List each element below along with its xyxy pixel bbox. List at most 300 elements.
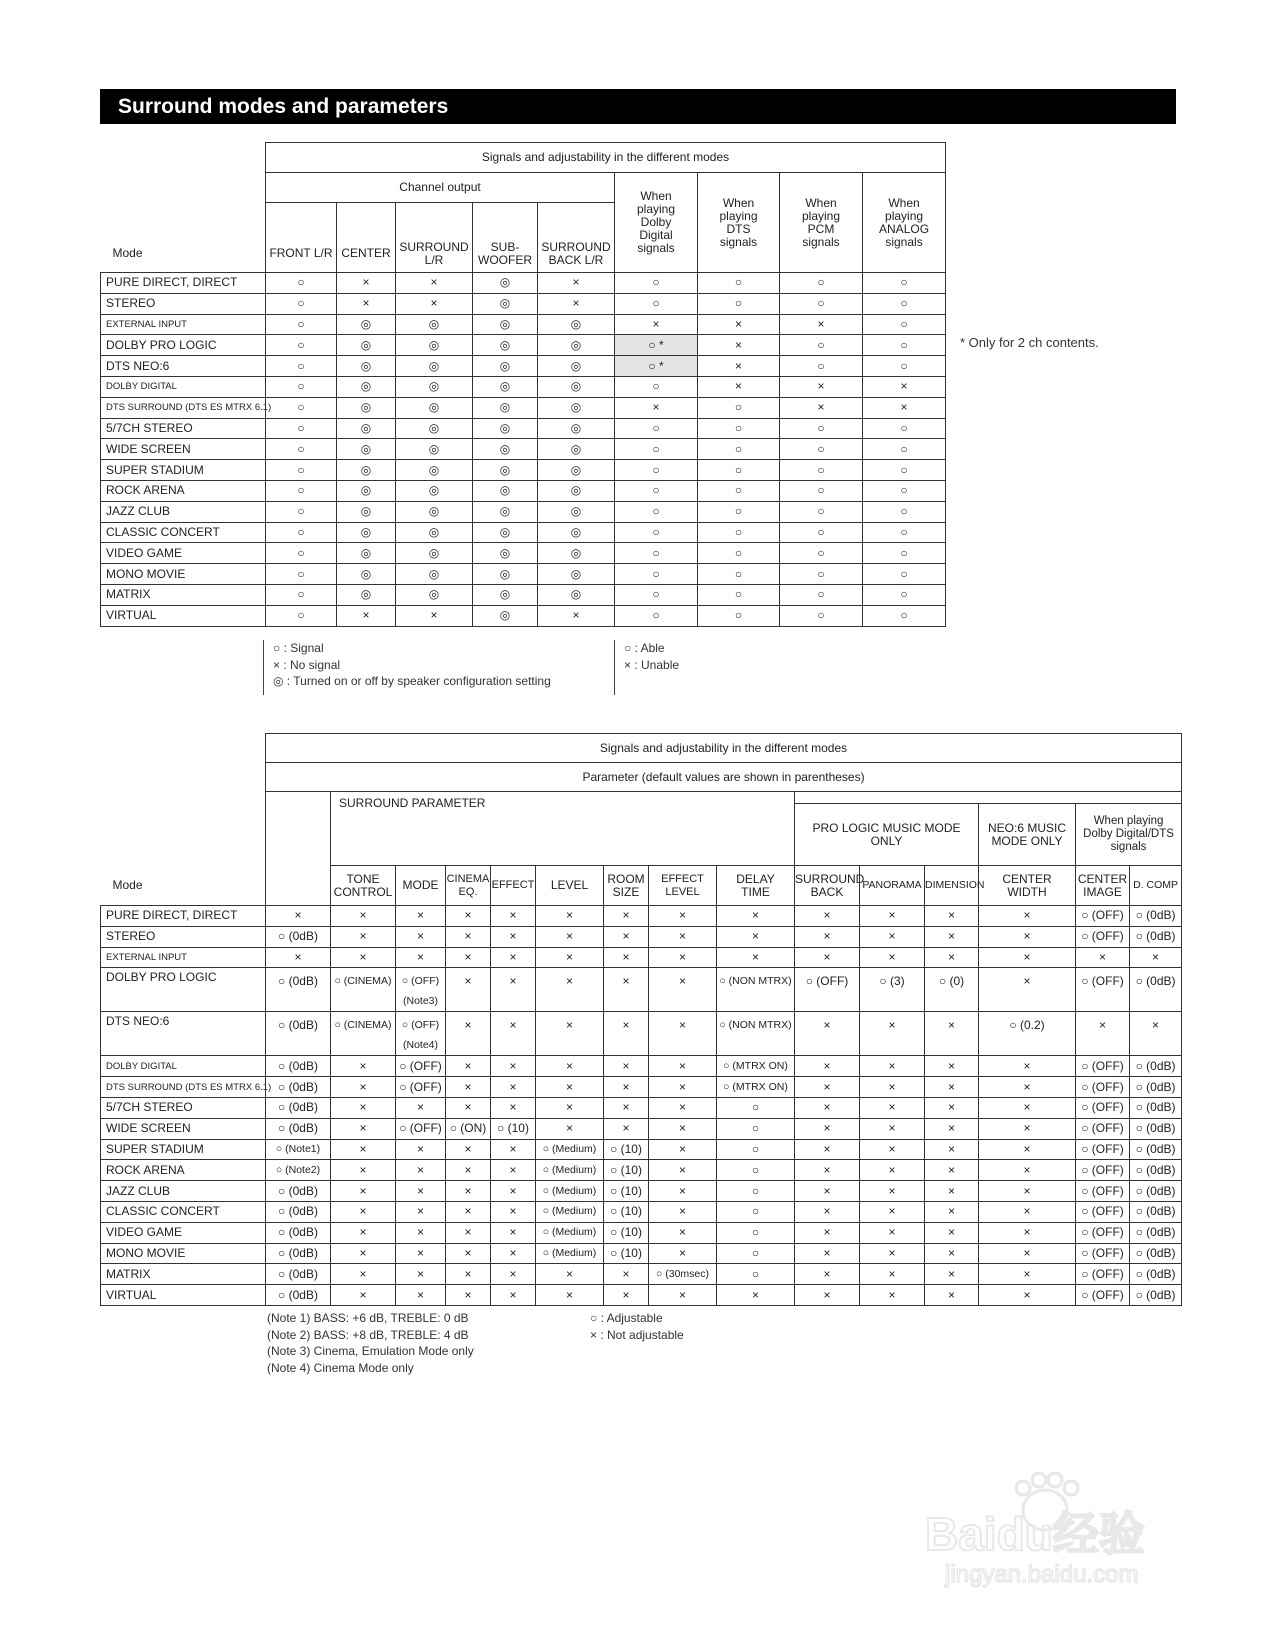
t1-cell: ◎ [396, 460, 473, 481]
t1-cell: ◎ [396, 376, 473, 397]
t2-cell: ○ (10) [604, 1139, 649, 1160]
t2-cell: × [649, 1201, 717, 1222]
t2-cell: × [446, 1077, 491, 1098]
t1-cell: ◎ [473, 356, 538, 377]
t2-cell: × [649, 1160, 717, 1181]
t1-cell: ○ [698, 522, 780, 543]
t2-cell: ○ (0dB) [1130, 1243, 1182, 1264]
t2-cell: × [446, 947, 491, 968]
t2-cell: × [491, 926, 536, 947]
only-2ch-note: * Only for 2 ch contents. [960, 335, 1099, 350]
t2-cell: ○ (Medium) [536, 1201, 604, 1222]
neo6-header: NEO:6 MUSIC MODE ONLY [979, 804, 1076, 866]
t1-cell: × [538, 605, 615, 626]
t2-cell: ○ (OFF) [396, 1118, 446, 1139]
t1-cell: ○ [615, 439, 698, 460]
t2-cell: × [925, 1243, 979, 1264]
t1-col-subwoofer: SUB- WOOFER [473, 203, 538, 273]
t2-col-header: CENTER WIDTH [979, 866, 1076, 906]
t1-cell: ◎ [337, 314, 396, 335]
t1-cell: ◎ [473, 273, 538, 294]
t2-cell: × [925, 1201, 979, 1222]
t1-cell: ◎ [538, 501, 615, 522]
t2-cell: ○ (0dB) [266, 1285, 331, 1306]
t2-cell: × [266, 947, 331, 968]
t2-cell: × [604, 968, 649, 1012]
t2-cell: ○ (OFF) [396, 1077, 446, 1098]
t1-cell: ◎ [538, 564, 615, 585]
t2-cell: × [331, 1139, 396, 1160]
t2-cell: × [649, 1012, 717, 1056]
t2-cell: × [396, 1285, 446, 1306]
t2-cell: × [979, 1139, 1076, 1160]
t2-cell: × [396, 1160, 446, 1181]
t1-mode-label: Mode [101, 203, 266, 273]
t2-cell: × [925, 1056, 979, 1077]
t2-cell: × [649, 947, 717, 968]
t2-cell: ○ (0dB) [266, 1012, 331, 1056]
t2-mode-label: Mode [101, 866, 266, 906]
t2-cell: × [536, 906, 604, 927]
t1-row [101, 397, 946, 418]
t2-cell: × [396, 926, 446, 947]
t1-cell: ○ [780, 293, 863, 314]
mode-name: VIRTUAL [101, 605, 266, 626]
t2-col-header: EFFECT [491, 866, 536, 906]
t2-cell: ○ [717, 1222, 795, 1243]
t2-col-header: EFFECT LEVEL [649, 866, 717, 906]
t2-cell: ○ (0dB) [266, 926, 331, 947]
t1-cell: ○ [266, 273, 337, 294]
t1-cell: ○ [615, 376, 698, 397]
t2-cell: × [979, 947, 1076, 968]
t2-cell: × [266, 906, 331, 927]
t1-cell: ○ [863, 293, 946, 314]
t2-cell: × [925, 1222, 979, 1243]
t2-cell: ○ (OFF) [396, 1056, 446, 1077]
t1-cell: × [698, 356, 780, 377]
mode-name: WIDE SCREEN [101, 439, 266, 460]
t2-cell: × [446, 968, 491, 1012]
t1-cell: ○ [698, 273, 780, 294]
mode-name: EXTERNAL INPUT [101, 947, 266, 968]
t2-cell: ○ (OFF) (Note4) [396, 1012, 446, 1056]
t2-cell: ○ (OFF) [1076, 1181, 1130, 1202]
t1-cell: ◎ [396, 584, 473, 605]
t1-cell: ○ [266, 376, 337, 397]
t1-cell: ○ [698, 584, 780, 605]
t2-cell: ○ (0dB) [1130, 1118, 1182, 1139]
t1-row [101, 356, 946, 377]
t2-cell: × [860, 906, 925, 927]
t2-col-header: CINEMA EQ. [446, 866, 491, 906]
t2-cell: ○ (Medium) [536, 1181, 604, 1202]
t2-col-header: SURROUND BACK [795, 866, 860, 906]
t2-cell: × [860, 1285, 925, 1306]
t2-col-header: LEVEL [536, 866, 604, 906]
t1-cell: ◎ [538, 439, 615, 460]
t2-cell: × [860, 1160, 925, 1181]
t1-cell: ◎ [473, 439, 538, 460]
page-title: Surround modes and parameters [100, 89, 1176, 124]
t1-cell: ○ [266, 293, 337, 314]
channel-output-header: Channel output [266, 173, 615, 203]
t1-cell: ○ [266, 501, 337, 522]
t2-cell: ○ (0dB) [1130, 968, 1182, 1012]
t2-cell: × [604, 1077, 649, 1098]
t2-cell: ○ [717, 1097, 795, 1118]
t2-cell: × [446, 1139, 491, 1160]
mode-name: DTS SURROUND (DTS ES MTRX 6.1) [101, 1077, 266, 1098]
t2-cell: ○ (3) [860, 968, 925, 1012]
t1-cell: ○ [780, 584, 863, 605]
t2-legend [590, 1310, 684, 1343]
t1-cell: ◎ [538, 335, 615, 356]
mode-name: CLASSIC CONCERT [101, 522, 266, 543]
t1-cell: ○ [698, 418, 780, 439]
t2-row [101, 1012, 1182, 1056]
t2-cell: ○ [717, 1243, 795, 1264]
t1-row [101, 439, 946, 460]
t2-cell: × [925, 1077, 979, 1098]
t2-cell: × [446, 1201, 491, 1222]
t1-cell: ○ [615, 460, 698, 481]
t1-cell: ◎ [337, 356, 396, 377]
t1-cell: ◎ [473, 335, 538, 356]
t1-cell: ◎ [473, 397, 538, 418]
t2-row [101, 1118, 1182, 1139]
t1-row [101, 584, 946, 605]
mode-name: ROCK ARENA [101, 480, 266, 501]
mode-name: DTS SURROUND (DTS ES MTRX 6.1) [101, 397, 266, 418]
t1-cell: ○ [266, 418, 337, 439]
t2-cell: ○ (0dB) [1130, 1056, 1182, 1077]
t2-cell: × [331, 1056, 396, 1077]
t1-legend-right [614, 640, 814, 695]
t1-col-dts: When playing DTS signals [698, 173, 780, 273]
t2-cell: × [795, 1285, 860, 1306]
t2-cell: × [1076, 1012, 1130, 1056]
mode-name: DOLBY DIGITAL [101, 1056, 266, 1077]
t1-cell: ○ [863, 564, 946, 585]
t1-cell: ○ [266, 356, 337, 377]
t2-cell: ○ [717, 1139, 795, 1160]
t1-cell: × [863, 397, 946, 418]
mode-name: MATRIX [101, 1264, 266, 1285]
legend-line: ○ : Adjustable [590, 1311, 663, 1325]
t2-cell: × [795, 1077, 860, 1098]
t2-cell: ○ (MTRX ON) [717, 1056, 795, 1077]
t1-cell: ○ [780, 460, 863, 481]
t1-cell: ○ [615, 273, 698, 294]
t2-cell: × [649, 1222, 717, 1243]
t1-cell: × [337, 273, 396, 294]
t2-cell: × [604, 1264, 649, 1285]
t1-cell: ◎ [337, 564, 396, 585]
t2-cell: × [925, 1012, 979, 1056]
t1-cell: ◎ [538, 480, 615, 501]
t1-row [101, 418, 946, 439]
t2-cell: ○ (10) [604, 1181, 649, 1202]
t2-cell: × [331, 1201, 396, 1222]
mode-name: PURE DIRECT, DIRECT [101, 906, 266, 927]
t1-cell: ○ [863, 335, 946, 356]
t2-cell: × [979, 1097, 1076, 1118]
t2-cell: × [536, 1264, 604, 1285]
t2-cell: ○ (0dB) [266, 1077, 331, 1098]
t2-cell: ○ (0dB) [266, 1264, 331, 1285]
t1-cell: ◎ [473, 564, 538, 585]
t1-cell: ○ [863, 543, 946, 564]
t2-cell: × [795, 1118, 860, 1139]
t2-cell: × [396, 1222, 446, 1243]
t1-cell: ◎ [396, 522, 473, 543]
t1-cell: ◎ [396, 543, 473, 564]
t2-cell: ○ (Medium) [536, 1139, 604, 1160]
t2-cell: × [717, 926, 795, 947]
t2-cell: × [604, 926, 649, 947]
t1-cell: ◎ [396, 439, 473, 460]
t2-cell: × [331, 947, 396, 968]
t2-cell: × [604, 1097, 649, 1118]
t1-cell: × [698, 335, 780, 356]
t2-cell: × [860, 1243, 925, 1264]
t2-cell: ○ (0dB) [1130, 906, 1182, 927]
t1-cell: ◎ [396, 397, 473, 418]
svg-text:Baidu经验: Baidu经验 [925, 1508, 1145, 1560]
t2-cell: × [925, 926, 979, 947]
t2-cell: × [979, 926, 1076, 947]
t2-cell: ○ (OFF) [1076, 1160, 1130, 1181]
t2-row [101, 1243, 1182, 1264]
t2-cell: ○ (0dB) [1130, 1097, 1182, 1118]
t2-cell: × [795, 1201, 860, 1222]
t2-cell: ○ (OFF) [1076, 1077, 1130, 1098]
t2-cell: × [604, 1012, 649, 1056]
t2-cell: × [795, 1139, 860, 1160]
t1-cell: ◎ [538, 584, 615, 605]
t1-cell: ○ [780, 501, 863, 522]
t1-cell: ◎ [337, 376, 396, 397]
t1-cell: ○ [266, 543, 337, 564]
t1-cell: ○ [780, 273, 863, 294]
t2-cell: ○ (0.2) [979, 1012, 1076, 1056]
t2-row [101, 947, 1182, 968]
t1-cell: ○ [266, 480, 337, 501]
t1-cell: ○ [863, 522, 946, 543]
t2-cell: × [331, 906, 396, 927]
t2-cell: × [536, 947, 604, 968]
t2-cell: × [860, 1201, 925, 1222]
t2-col-header: ROOM SIZE [604, 866, 649, 906]
t1-cell: ◎ [473, 543, 538, 564]
t1-cell: ○ [615, 522, 698, 543]
t1-row [101, 543, 946, 564]
t2-cell: ○ (0dB) [1130, 926, 1182, 947]
mode-name: SUPER STADIUM [101, 460, 266, 481]
t2-cell: × [536, 1097, 604, 1118]
t2-cell: × [979, 1077, 1076, 1098]
t2-cell: × [491, 968, 536, 1012]
t1-cell: ◎ [473, 501, 538, 522]
t1-cell: × [780, 376, 863, 397]
t2-cell: ○ (CINEMA) [331, 968, 396, 1012]
t2-cell: × [979, 1285, 1076, 1306]
t1-cell: ○ [698, 564, 780, 585]
param-header: Parameter (default values are shown in parentheses) [266, 763, 1182, 792]
t2-cell: × [491, 1077, 536, 1098]
t2-cell: × [860, 926, 925, 947]
mode-name: JAZZ CLUB [101, 1181, 266, 1202]
t2-cell: × [795, 1160, 860, 1181]
t2-cell: × [536, 1012, 604, 1056]
t2-cell: × [491, 1160, 536, 1181]
t1-cell: ○ [780, 543, 863, 564]
t2-cell: ○ (OFF) [1076, 1201, 1130, 1222]
t1-cell: ○ [863, 480, 946, 501]
t2-cell: ○ (OFF) [1076, 1139, 1130, 1160]
t1-cell: × [396, 273, 473, 294]
t2-row [101, 1160, 1182, 1181]
t2-cell: ○ (10) [604, 1160, 649, 1181]
t2-cell: × [925, 947, 979, 968]
t2-col-header: D. COMP [1130, 866, 1182, 906]
t2-cell: ○ (Medium) [536, 1160, 604, 1181]
t2-row [101, 1285, 1182, 1306]
t2-cell: × [795, 1222, 860, 1243]
t2-cell: ○ (OFF) [1076, 1285, 1130, 1306]
t2-cell: ○ (10) [491, 1118, 536, 1139]
t1-cell: ○ [780, 480, 863, 501]
channel-output-table [100, 142, 946, 627]
t2-cell: × [396, 1264, 446, 1285]
t1-cell: ◎ [396, 314, 473, 335]
t1-cell: ◎ [337, 522, 396, 543]
t2-cell: × [446, 926, 491, 947]
t1-cell: ◎ [538, 522, 615, 543]
t2-cell: × [491, 1012, 536, 1056]
t2-header-top: Signals and adjustability in the different modes [266, 734, 1182, 763]
t1-cell: × [780, 397, 863, 418]
svg-text:jingyan.baidu.com: jingyan.baidu.com [945, 1561, 1139, 1588]
t2-cell: × [396, 1243, 446, 1264]
t2-cell: ○ (0dB) [266, 1222, 331, 1243]
t1-cell: ◎ [396, 480, 473, 501]
t2-cell: × [649, 1243, 717, 1264]
t2-cell: ○ (0dB) [1130, 1264, 1182, 1285]
t1-cell: ○ [266, 314, 337, 335]
t2-cell: ○ (0dB) [1130, 1285, 1182, 1306]
t1-cell: ○ [615, 501, 698, 522]
t2-cell: ○ (0) [925, 968, 979, 1012]
t1-cell: ○ [615, 418, 698, 439]
t2-cell: × [649, 926, 717, 947]
mode-name: ROCK ARENA [101, 1160, 266, 1181]
t2-cell: × [717, 1285, 795, 1306]
t1-cell: × [698, 376, 780, 397]
t1-cell: ○ [615, 564, 698, 585]
t2-cell: × [604, 1056, 649, 1077]
t2-cell: ○ (0dB) [266, 1181, 331, 1202]
t2-cell: × [331, 1077, 396, 1098]
t2-cell: × [979, 1243, 1076, 1264]
t2-cell: ○ (MTRX ON) [717, 1077, 795, 1098]
t1-cell: ◎ [538, 460, 615, 481]
t2-cell: × [491, 947, 536, 968]
t2-cell: × [491, 906, 536, 927]
t2-cell: × [604, 1118, 649, 1139]
t2-cell: × [979, 1181, 1076, 1202]
t2-row [101, 926, 1182, 947]
mode-name: VIRTUAL [101, 1285, 266, 1306]
t2-cell: × [979, 1222, 1076, 1243]
t2-cell: × [860, 1139, 925, 1160]
t2-cell: ○ (OFF) [795, 968, 860, 1012]
t1-cell: ○ [698, 543, 780, 564]
t1-cell: ○ [863, 418, 946, 439]
t1-row [101, 460, 946, 481]
t1-cell: ◎ [473, 418, 538, 439]
mode-name: MONO MOVIE [101, 1243, 266, 1264]
t2-cell: × [649, 1285, 717, 1306]
t2-cell: × [396, 1097, 446, 1118]
t1-cell: ◎ [538, 543, 615, 564]
mode-name: SUPER STADIUM [101, 1139, 266, 1160]
t2-cell: × [795, 1056, 860, 1077]
mode-name: JAZZ CLUB [101, 501, 266, 522]
legend-line: ○ : Able [624, 641, 665, 655]
mode-name: 5/7CH STEREO [101, 418, 266, 439]
t2-row [101, 1181, 1182, 1202]
t2-cell: ○ (10) [604, 1201, 649, 1222]
t2-cell: × [396, 1201, 446, 1222]
t1-cell: ○ [698, 397, 780, 418]
t1-cell: × [538, 273, 615, 294]
t2-cell: × [795, 1012, 860, 1056]
t2-cell: × [979, 968, 1076, 1012]
t2-cell: × [979, 906, 1076, 927]
t1-cell: ○ [863, 356, 946, 377]
t1-row [101, 335, 946, 356]
t1-cell: ○ [780, 335, 863, 356]
t2-cell: × [536, 1077, 604, 1098]
t1-cell: ○ [266, 439, 337, 460]
t1-col-center: CENTER [337, 203, 396, 273]
t2-cell: ○ (ON) [446, 1118, 491, 1139]
t2-cell: × [446, 1222, 491, 1243]
t2-cell: × [331, 1160, 396, 1181]
t2-cell: ○ [717, 1160, 795, 1181]
t2-cell: × [649, 906, 717, 927]
t1-cell: ◎ [473, 605, 538, 626]
t2-cell: × [925, 1264, 979, 1285]
t2-cell: ○ (OFF) [1076, 968, 1130, 1012]
t2-cell: × [649, 1077, 717, 1098]
t2-cell: ○ (OFF) [1076, 1097, 1130, 1118]
mode-name: DOLBY PRO LOGIC [101, 335, 266, 356]
t2-cell: ○ (0dB) [266, 968, 331, 1012]
t2-cell: × [331, 1097, 396, 1118]
t2-cell: ○ (0dB) [266, 1201, 331, 1222]
t1-cell: ◎ [337, 418, 396, 439]
t1-cell: ○ [266, 335, 337, 356]
t2-col-header: DELAY TIME [717, 866, 795, 906]
legend-line: (Note 2) BASS: +8 dB, TREBLE: 4 dB [267, 1327, 469, 1342]
t1-cell: ◎ [396, 418, 473, 439]
t1-cell: ○ [698, 460, 780, 481]
mode-name: EXTERNAL INPUT [101, 314, 266, 335]
when-playing-header: When playing Dolby Digital/DTS signals [1076, 804, 1182, 866]
